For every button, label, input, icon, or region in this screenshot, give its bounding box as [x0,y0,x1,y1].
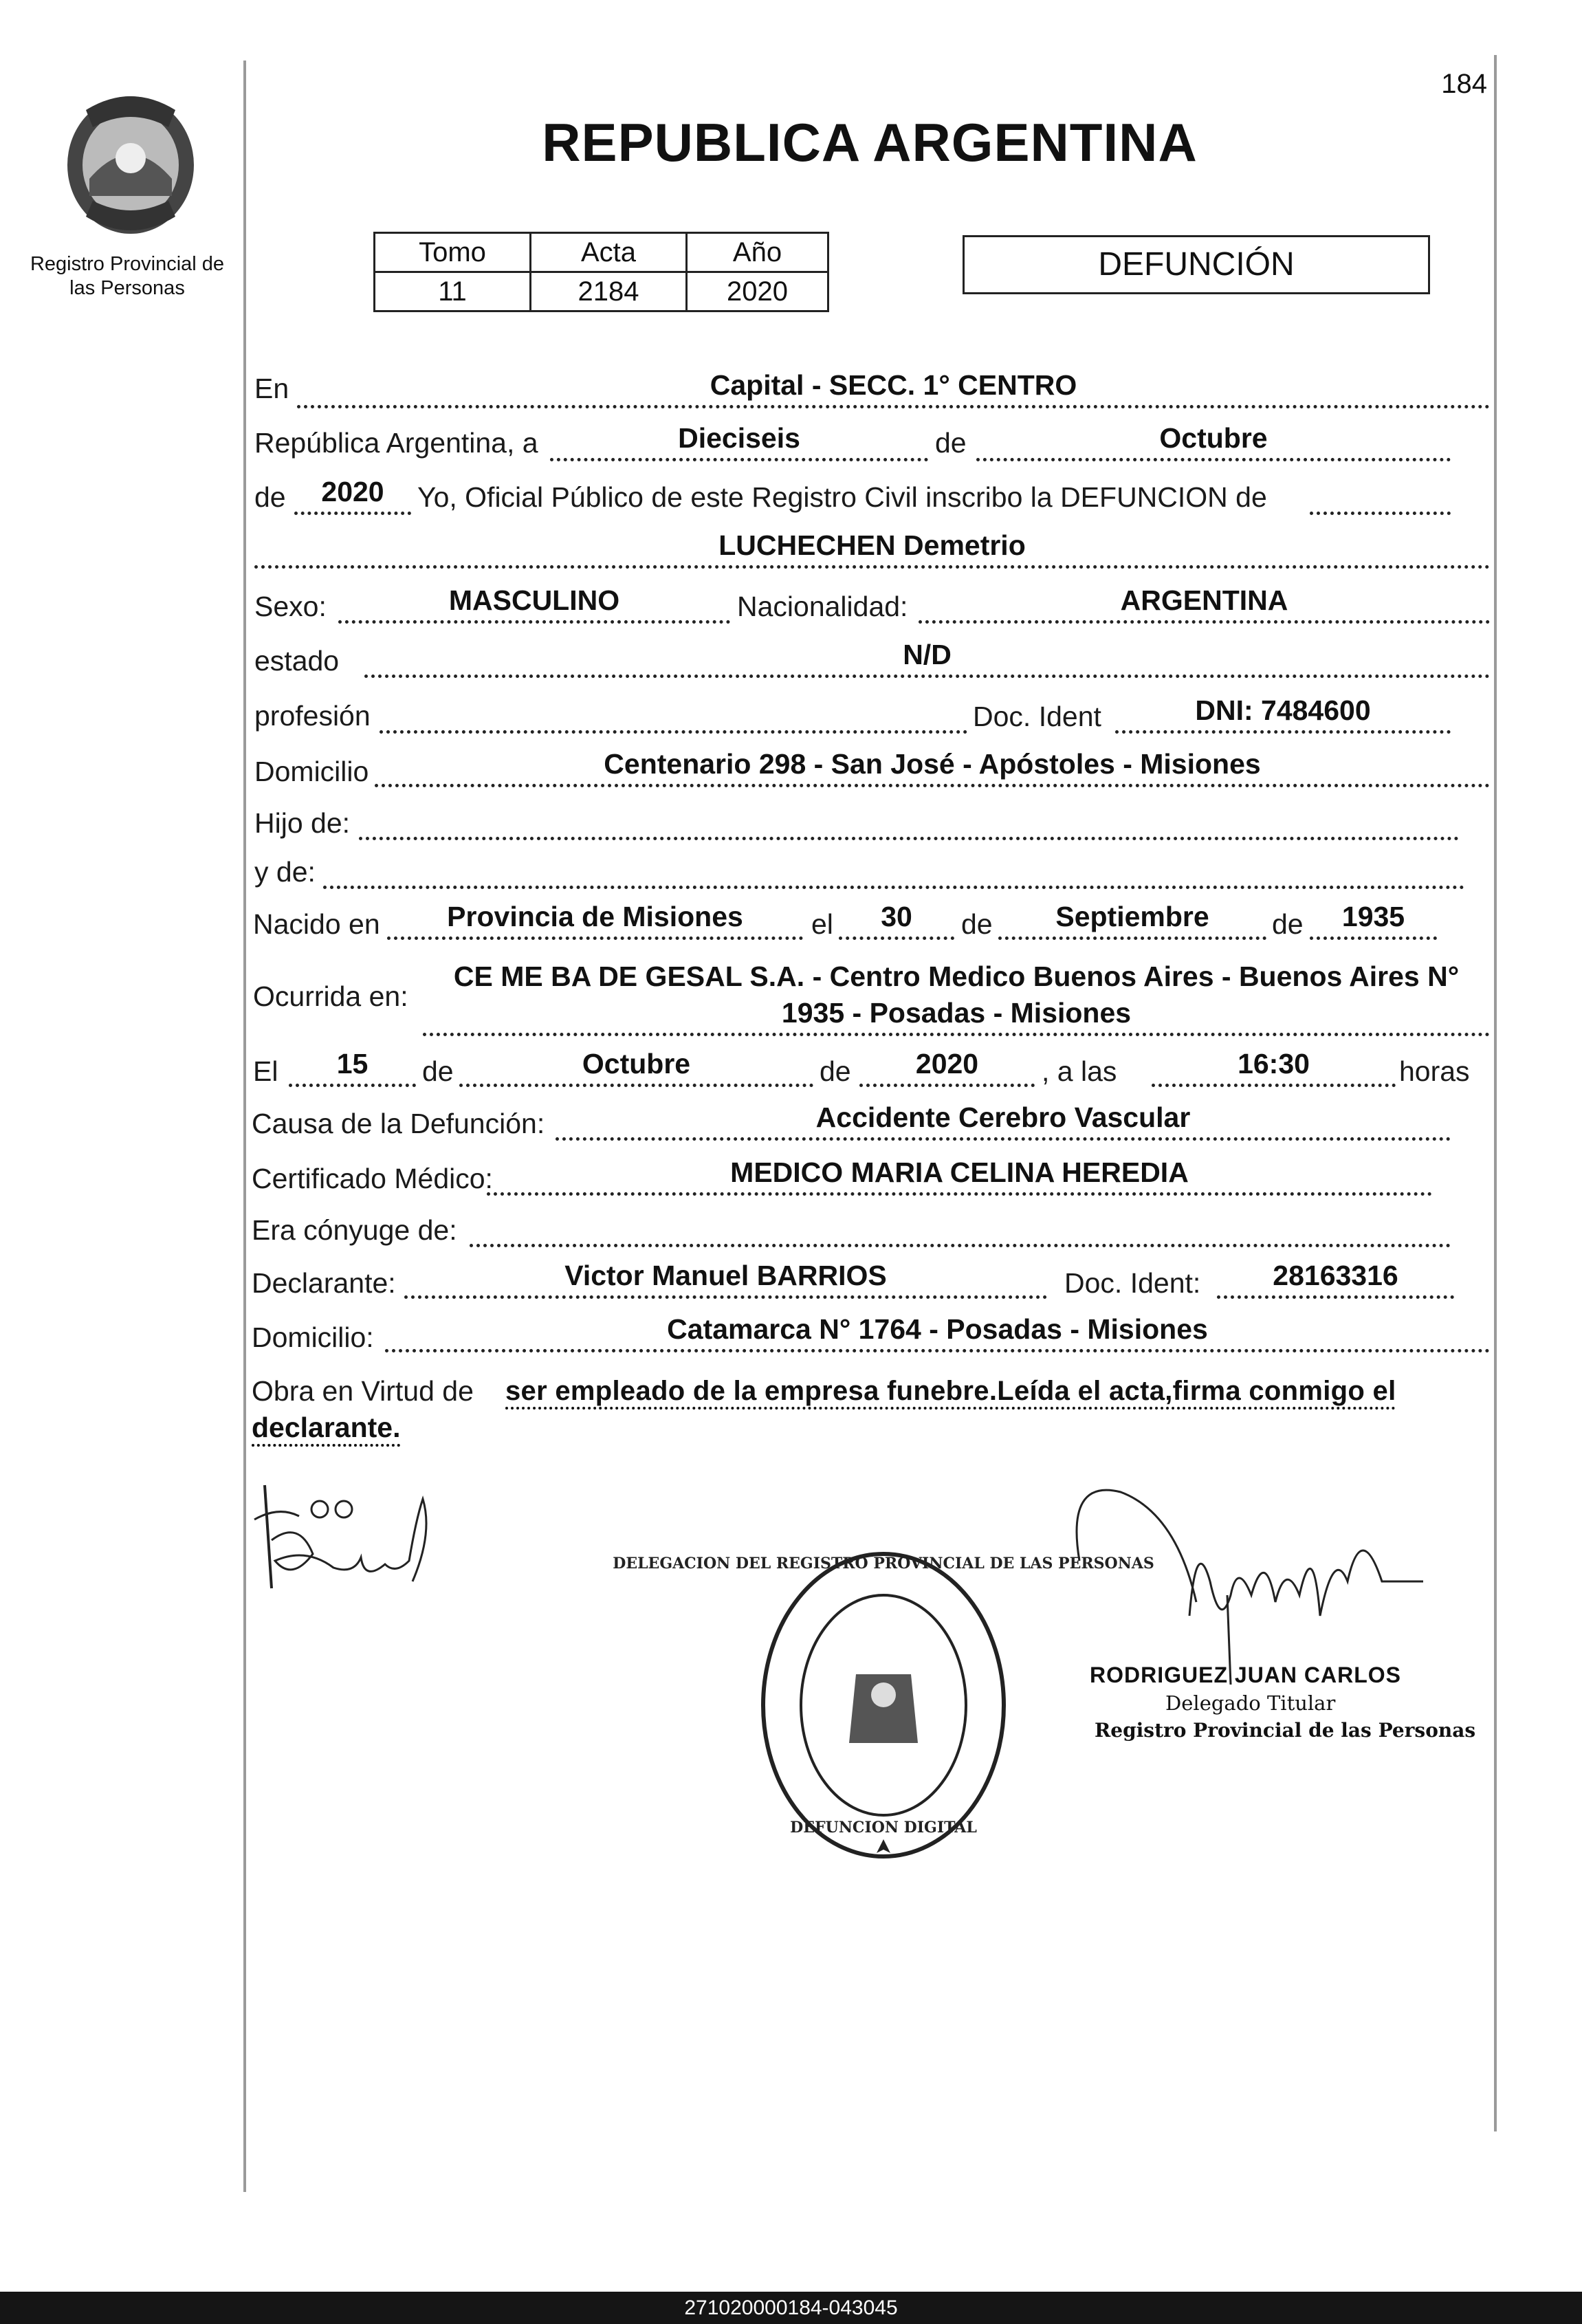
field-y-de [323,855,1464,889]
value-declarante-domicilio: Catamarca N° 1764 - Posadas - Misiones [667,1313,1208,1345]
field-ocurrida [423,997,1490,1036]
value-hora: 16:30 [1238,1048,1310,1079]
document-type-box: DEFUNCIÓN [963,235,1430,294]
field-nac-dia [839,901,954,940]
page-title: REPUBLICA ARGENTINA [542,112,1198,173]
label-sexo: Sexo: [254,591,327,622]
label-a-las: , a las [1042,1055,1117,1087]
label-doc-ident: Doc. Ident [973,701,1101,732]
label-nacido-en: Nacido en [253,908,380,940]
value-fall-mes: Octubre [582,1048,691,1079]
value-declarante-doc: 28163316 [1273,1260,1398,1291]
value-doc-ident: DNI: 7484600 [1195,694,1371,726]
value-nac-mes: Septiembre [1055,901,1209,932]
label-horas: horas [1399,1055,1470,1087]
registry-caption-line2: las Personas [69,276,185,299]
header-ano: Año [687,233,828,272]
field-estado [364,639,1490,678]
stamp-text-inner: DEFUNCION DIGITAL [790,1819,977,1837]
official-institution: Registro Provincial de las Personas [1095,1719,1476,1742]
right-margin-line [1494,55,1497,2131]
value-estado: N/D [903,639,952,670]
value-fall-dia: 15 [336,1048,369,1079]
label-hijo-de: Hijo de: [254,807,351,839]
field-conyuge [470,1214,1451,1247]
field-fall-mes [459,1048,813,1087]
field-hijo-de [359,807,1459,840]
label-domicilio: Domicilio [254,756,369,787]
label-causa: Causa de la Defunción: [252,1108,545,1139]
field-dia [550,422,928,461]
tomo-acta-ano-table [373,232,829,312]
value-acta: 2184 [531,272,687,311]
label-de-nac-mes: de [961,908,993,940]
field-fall-anio [859,1048,1035,1087]
label-nacionalidad: Nacionalidad: [737,591,908,622]
label-de-fall-mes: de [422,1055,454,1087]
label-ocurrida-en: Ocurrida en: [253,980,408,1012]
value-fall-anio: 2020 [915,1048,979,1079]
header-acta: Acta [531,233,687,272]
label-de-fall-anio: de [820,1055,851,1087]
field-nacionalidad [919,584,1490,624]
value-nac-dia: 30 [881,901,912,932]
label-el-fallecimiento: El [253,1055,278,1087]
field-defuncion-de-trailing [1310,481,1451,515]
label-el: el [811,908,833,940]
official-signature [1024,1478,1451,1685]
field-declarante [404,1260,1047,1299]
province-logo [48,76,213,241]
field-declarante-domicilio [385,1313,1490,1352]
field-doc-ident [1115,694,1451,734]
field-nombre [254,529,1490,569]
label-y-de: y de: [254,856,316,888]
registry-caption [14,252,241,300]
value-lugar: Capital - SECC. 1° CENTRO [710,369,1077,401]
field-anio [294,476,411,515]
stamp-text-outer: DELEGACION DEL REGISTRO PROVINCIAL DE LAS PERSONAS [613,1555,1154,1572]
label-en: En [254,373,289,404]
field-causa [556,1101,1451,1141]
label-yo-inscribo: Yo, Oficial Público de este Registro Civil inscribo la DEFUNCION de [417,481,1267,513]
field-nacido-en [387,901,803,940]
label-de-anio: de [254,481,286,513]
field-nac-mes [998,901,1266,940]
value-nombre: LUCHECHEN Demetrio [718,529,1026,561]
field-lugar [297,369,1490,408]
field-declarante-doc [1217,1260,1454,1299]
value-dia: Dieciseis [678,422,800,454]
label-obra-en-virtud: Obra en Virtud de [252,1375,474,1407]
value-domicilio: Centenario 298 - San José - Apóstoles - Misiones [604,748,1261,780]
value-causa: Accidente Cerebro Vascular [815,1101,1191,1133]
header-tomo: Tomo [375,233,531,272]
field-nac-anio [1310,901,1437,940]
label-de-nac-anio: de [1272,908,1304,940]
value-nacido-en: Provincia de Misiones [447,901,743,932]
value-mes: Octubre [1159,422,1268,454]
value-certificado: MEDICO MARIA CELINA HEREDIA [730,1156,1189,1188]
value-nacionalidad: ARGENTINA [1120,584,1288,616]
value-obra-line2: declarante. [252,1412,401,1443]
left-margin-line [243,61,246,2192]
field-sexo [338,584,730,624]
value-anio: 2020 [321,476,384,507]
value-tomo: 11 [375,272,531,311]
value-ano: 2020 [687,272,828,311]
value-ocurrida-line2: 1935 - Posadas - Misiones [781,997,1132,1029]
value-declarante: Victor Manuel BARRIOS [564,1260,887,1291]
declarant-signature [251,1478,437,1595]
field-profesion [380,700,967,734]
label-republica: República Argentina, a [254,427,538,459]
label-profesion: profesión [254,700,371,732]
registry-caption-line1: Registro Provincial de [30,253,225,275]
label-declarante: Declarante: [252,1267,396,1299]
field-fall-dia [289,1048,416,1087]
field-hora [1152,1048,1396,1087]
value-obra-line1: ser empleado de la empresa funebre.Leída el acta,firma conmigo el [505,1376,1396,1406]
label-estado: estado [254,645,340,677]
label-doc-ident-declarante: Doc. Ident: [1064,1267,1201,1299]
label-certificado: Certificado Médico: [252,1163,493,1194]
footer-code: 271020000184-043045 [0,2292,1582,2324]
label-conyuge: Era cónyuge de: [252,1214,457,1246]
value-ocurrida-line1: CE ME BA DE GESAL S.A. - Centro Medico Buenos Aires - Buenos Aires N° [453,961,1460,992]
official-name: RODRIGUEZ JUAN CARLOS [1090,1663,1402,1687]
field-mes [976,422,1451,461]
official-stamp [613,1544,1154,1867]
field-certificado [487,1156,1432,1196]
page-number: 184 [1441,69,1487,99]
value-nac-anio: 1935 [1341,901,1405,932]
field-domicilio [375,748,1490,787]
value-sexo: MASCULINO [448,584,620,616]
label-de-mes: de [935,427,967,459]
official-role: Delegado Titular [1165,1691,1336,1715]
label-domicilio-declarante: Domicilio: [252,1322,374,1353]
